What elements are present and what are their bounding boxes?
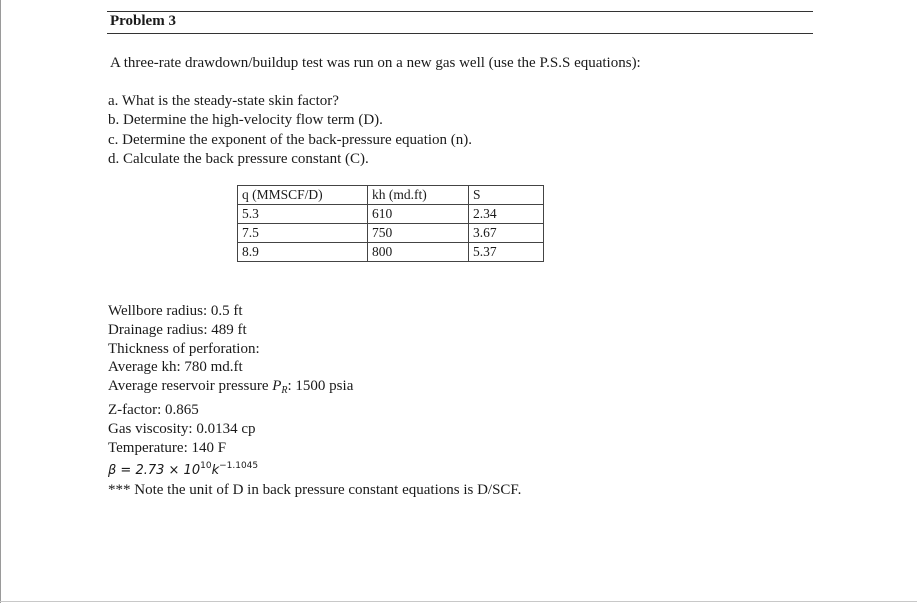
- title-rule-top: [107, 11, 813, 12]
- problem-intro: A three-rate drawdown/buildup test was run on a new gas well (use the P.S.S equations):: [110, 55, 641, 71]
- pressure-label: Average reservoir pressure: [108, 378, 273, 395]
- question-c: c. Determine the exponent of the back-pressure equation (n).: [108, 131, 473, 148]
- table-cell: 800: [368, 243, 469, 262]
- header-skin: S: [469, 186, 544, 205]
- unit-note: *** Note the unit of D in back pressure constant equations is D/SCF.: [108, 482, 522, 499]
- temperature: Temperature: 140 F: [108, 439, 227, 456]
- page-left-border: [0, 0, 1, 603]
- perforation-thickness: Thickness of perforation:: [108, 340, 260, 357]
- title-rule-bottom: [107, 33, 813, 34]
- table-row: [238, 205, 544, 224]
- average-kh: Average kh: 780 md.ft: [108, 359, 243, 376]
- header-rate: q (MMSCF/D): [238, 186, 368, 205]
- z-factor: Z-factor: 0.865: [108, 401, 199, 418]
- table-cell: 3.67: [469, 224, 544, 243]
- page-bottom-border: [0, 601, 917, 602]
- gas-viscosity: Gas viscosity: 0.0134 cp: [108, 420, 256, 437]
- beta-k-exponent: −1.1045: [219, 461, 259, 472]
- question-d: d. Calculate the back pressure constant (C).: [108, 150, 369, 167]
- table-cell: 5.37: [469, 243, 544, 262]
- table-row: [238, 243, 544, 262]
- wellbore-radius: Wellbore radius: 0.5 ft: [108, 303, 243, 319]
- problem-title: Problem 3: [110, 13, 176, 29]
- header-kh: kh (md.ft): [368, 186, 469, 205]
- beta-exponent: 10: [200, 461, 212, 472]
- question-a: a. What is the steady-state skin factor?: [108, 93, 339, 109]
- given-parameters: [108, 302, 521, 500]
- table-cell: 2.34: [469, 205, 544, 224]
- beta-lhs: β = 2.73 × 10: [108, 463, 201, 479]
- pressure-symbol: P: [272, 378, 282, 395]
- test-data-table: [237, 185, 544, 262]
- reservoir-pressure: [108, 377, 521, 401]
- drainage-radius: Drainage radius: 489 ft: [108, 321, 247, 338]
- question-b: b. Determine the high-velocity flow term (D).: [108, 112, 383, 129]
- pressure-value: : 1500 psia: [287, 378, 354, 395]
- table-cell: 750: [368, 224, 469, 243]
- pressure-subscript: R: [281, 385, 288, 397]
- table-cell: 610: [368, 205, 469, 224]
- table-cell: 5.3: [238, 205, 368, 224]
- question-list: [108, 92, 472, 169]
- table-cell: 8.9: [238, 243, 368, 262]
- table-cell: 7.5: [238, 224, 368, 243]
- table-row: [238, 224, 544, 243]
- beta-k: k: [211, 463, 220, 479]
- table-header-row: [238, 186, 544, 205]
- beta-equation: [108, 457, 521, 481]
